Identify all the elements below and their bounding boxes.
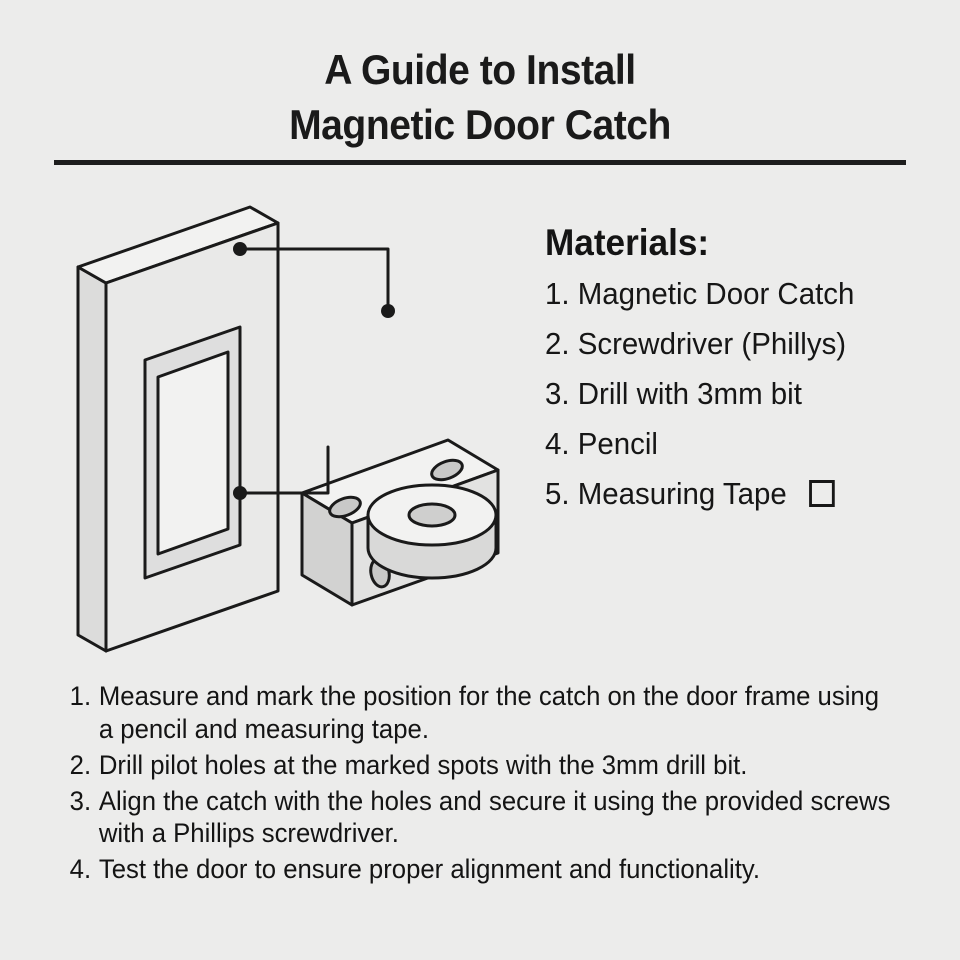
- leader-dot-bottom: [233, 486, 247, 500]
- checkbox-square-icon: [810, 480, 836, 507]
- step-4: [62, 853, 896, 886]
- material-item-1: 1. Magnetic Door Catch: [545, 276, 855, 311]
- step-4-number: 4.: [69, 854, 92, 885]
- step-2-number: 2.: [69, 749, 92, 780]
- magnet-puck: [368, 485, 496, 578]
- material-item-2: 2. Screwdriver (Phillys): [545, 326, 847, 361]
- materials-list: [545, 222, 945, 528]
- step-2-text: Drill pilot holes at the marked spots with the 3mm drill bit.: [98, 749, 748, 780]
- leader-dot-block: [381, 304, 395, 318]
- leader-dot-top: [233, 242, 247, 256]
- step-1-number: 1.: [69, 681, 92, 711]
- material-item-3: 3. Drill with 3mm bit: [545, 376, 802, 411]
- title-divider: [54, 160, 906, 165]
- material-item-5: [545, 478, 925, 509]
- step-2: [62, 749, 896, 782]
- material-item-5-label: 5. Measuring Tape: [545, 476, 787, 511]
- page-title: [0, 42, 960, 153]
- step-1-text: Measure and mark the position for the catch on the door frame using a pencil and measuring tape.: [98, 681, 880, 744]
- instruction-steps: [62, 680, 922, 889]
- step-1: [62, 680, 896, 746]
- materials-heading: Materials:: [545, 222, 710, 263]
- title-line-2: Magnetic Door Catch: [289, 101, 671, 149]
- step-3-text: Align the catch with the holes and secure it using the provided screws with a Phillips screwdriver.: [98, 785, 891, 849]
- assembly-illustration: [50, 185, 540, 655]
- step-4-text: Test the door to ensure proper alignment and functionality.: [98, 854, 760, 885]
- step-3-number: 3.: [69, 785, 92, 816]
- title-line-1: A Guide to Install: [324, 46, 636, 93]
- step-3: [62, 785, 896, 851]
- material-item-4: 4. Pencil: [545, 426, 658, 461]
- door-frame-plate: [78, 207, 278, 651]
